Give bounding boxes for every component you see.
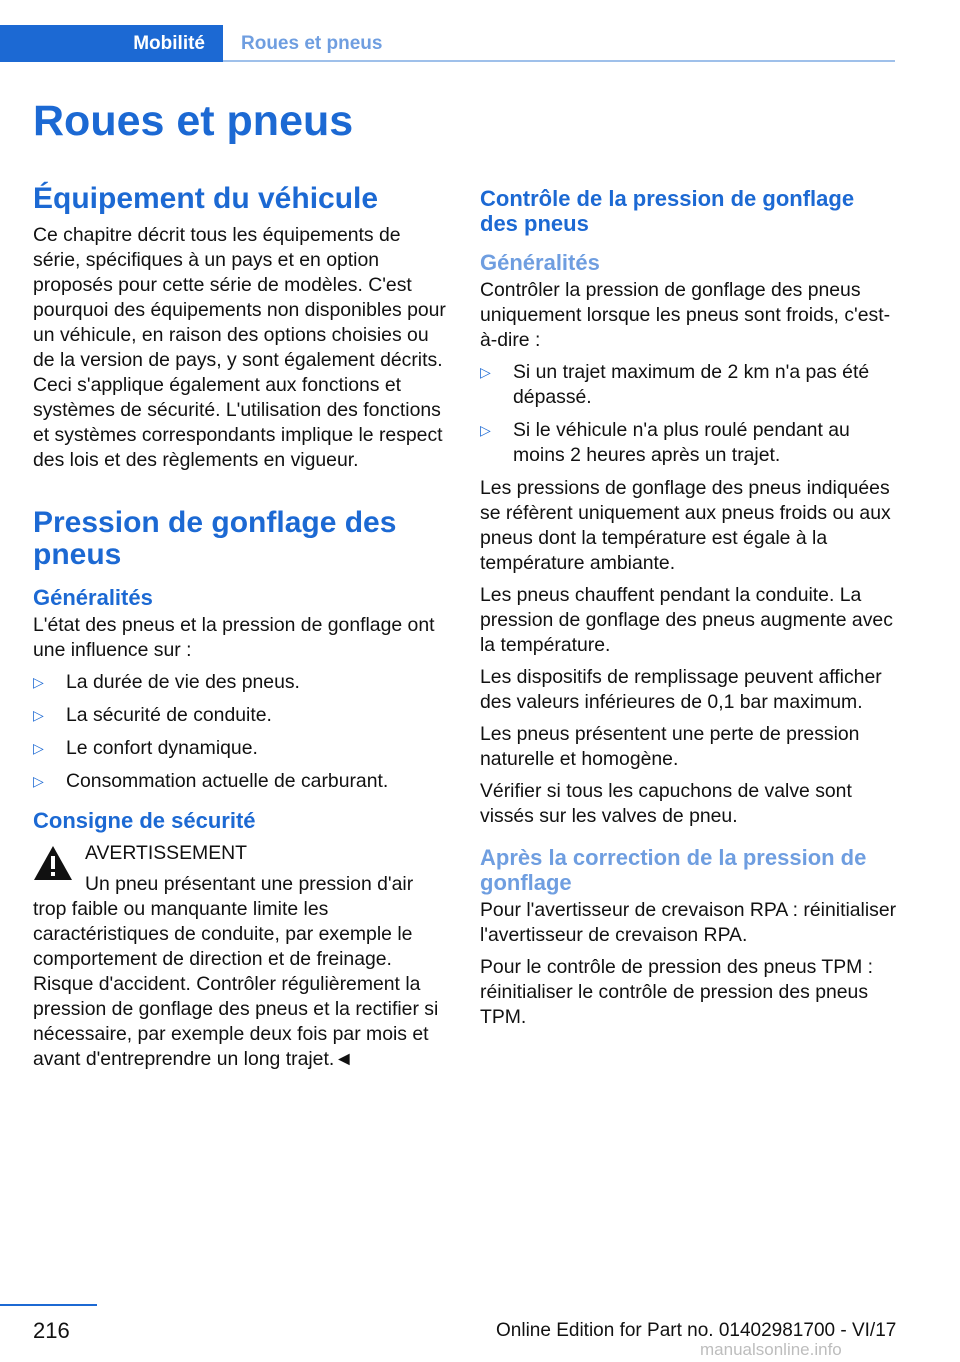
list-item-text: Consommation actuelle de carburant. <box>66 770 389 792</box>
right-column <box>480 186 898 1037</box>
triangle-bullet-icon: ▷ <box>33 740 44 756</box>
paragraph-filling-devices: Les dispositifs de remplissage peuvent afficher des valeurs inférieures de 0,1 bar maximum. <box>480 666 882 713</box>
influence-list <box>33 670 449 794</box>
cold-list <box>480 360 898 468</box>
list-item-text: Si un trajet maximum de 2 km n'a pas été dépassé. <box>513 361 870 408</box>
paragraph-pressure-loss: Les pneus présentent une perte de pression naturelle et homogène. <box>480 723 860 770</box>
section-title-pressure: Pression de gonflage des pneus <box>33 506 397 571</box>
list-item <box>33 670 449 695</box>
page-title: Roues et pneus <box>33 97 354 145</box>
list-item <box>480 360 898 410</box>
tab-roues-et-pneus[interactable] <box>223 25 382 62</box>
watermark: manualsonline.info <box>700 1340 842 1359</box>
paragraph-valve-caps: Vérifier si tous les capuchons de valve sont vissés sur les valves de pneu. <box>480 780 852 827</box>
triangle-bullet-icon: ▷ <box>480 422 491 438</box>
page-header <box>0 25 895 62</box>
footer-rule <box>0 1304 97 1306</box>
warning-block <box>33 841 449 1072</box>
left-column <box>33 183 449 1072</box>
tab-mobilite-label: Mobilité <box>133 32 205 54</box>
triangle-bullet-icon: ▷ <box>33 707 44 723</box>
after-tpm-text: Pour le contrôle de pression des pneus TPM : réinitialiser le contrôle de pression des pneus TPM. <box>480 956 874 1028</box>
general-text: L'état des pneus et la pression de gonflage ont une influence sur : <box>33 614 435 661</box>
list-item <box>33 769 449 794</box>
warning-triangle-icon <box>33 845 73 881</box>
tab-mobilite[interactable] <box>0 25 223 62</box>
subtitle-general-right: Généralités <box>480 250 600 275</box>
tab-roues-label: Roues et pneus <box>241 32 383 54</box>
list-item-text: Le confort dynamique. <box>66 737 258 759</box>
edition-note: Online Edition for Part no. 01402981700 - VI/17 <box>496 1320 897 1341</box>
list-item-text: La sécurité de conduite. <box>66 704 272 726</box>
header-rule <box>223 60 895 62</box>
warning-label: AVERTISSEMENT <box>85 842 247 864</box>
triangle-bullet-icon: ▷ <box>33 773 44 789</box>
cold-text: Contrôler la pression de gonflage des pneus uniquement lorsque les pneus sont froids, c'est-à-dire : <box>480 279 891 351</box>
list-item <box>480 418 898 468</box>
equipment-text: Ce chapitre décrit tous les équipements de série, spécifiques à un pays et en option proposés pour cette série de modèles. C'est pourquoi des équipements non disponibles pour un véhicule, en raison des options choisies ou de la version de pays, y sont également décrits. Ceci s'applique également aux fonctions et systèmes de sécurité. L'utilisation des fonctions et systèmes correspondants implique le respect des lois et des règlements en vigueur. <box>33 224 446 471</box>
list-item-text: La durée de vie des pneus. <box>66 671 300 693</box>
after-rpa-text: Pour l'avertisseur de crevaison RPA : réinitialiser l'avertisseur de crevaison RPA. <box>480 899 897 946</box>
triangle-bullet-icon: ▷ <box>480 364 491 380</box>
paragraph-cold-pressures: Les pressions de gonflage des pneus indiquées se réfèrent uniquement aux pneus froids ou aux pneus dont la température est égale à la température ambiante. <box>480 477 891 574</box>
triangle-bullet-icon: ▷ <box>33 674 44 690</box>
section-title-control: Contrôle de la pression de gonflage des pneus <box>480 186 855 236</box>
subtitle-after-correction: Après la correction de la pression de gonflage <box>480 845 867 895</box>
section-title-equipment: Équipement du véhicule <box>33 182 379 215</box>
list-item-text: Si le véhicule n'a plus roulé pendant au moins 2 heures après un trajet. <box>513 419 850 466</box>
list-item <box>33 703 449 728</box>
subtitle-safety: Consigne de sécurité <box>33 808 256 833</box>
paragraph-heat: Les pneus chauffent pendant la conduite. La pression de gonflage des pneus augmente avec la température. <box>480 584 893 656</box>
page-number: 216 <box>33 1318 70 1343</box>
subtitle-general: Généralités <box>33 585 153 610</box>
list-item <box>33 736 449 761</box>
warning-text: Un pneu présentant une pression d'air trop faible ou manquante limite les caractéristiques de conduite, par exemple le comportement de direction et de freinage. Risque d'accident. Contrôler régulièrement la pression de gonflage des pneus et la rectifier si nécessaire, par exemple deux fois par mois et avant d'entreprendre un long trajet.◄ <box>33 873 439 1070</box>
